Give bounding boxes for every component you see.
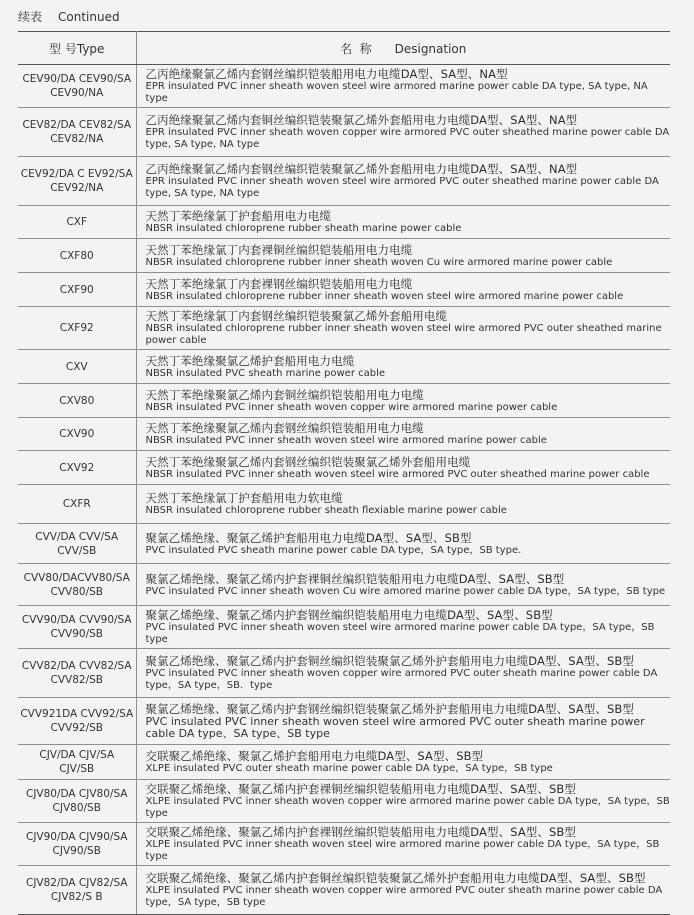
cable-type-cell — [18, 206, 136, 239]
designation-chinese: 交联聚乙烯绝缘、聚氯乙烯内护套裸钢丝编织铠装船用电力电缆DA型、SA型、SB型 — [145, 825, 576, 839]
cable-type-cell — [18, 350, 136, 384]
designation-cell — [136, 649, 670, 698]
column-header-type: 型 号Type — [18, 32, 136, 65]
table-row — [18, 206, 670, 239]
designation-english: XLPE insulated PVC inner sheath woven steel wire armored marine power cable DA type，SA type，SB type — [145, 839, 660, 862]
designation-chinese: 天然丁苯绝缘氯丁内套裸钢丝编织铠装船用电力电缆 — [145, 276, 413, 291]
designation-cell — [136, 273, 670, 307]
table-row — [18, 780, 670, 823]
cable-type-cell — [18, 823, 136, 866]
table-row — [18, 451, 670, 485]
designation-cell — [136, 65, 670, 108]
designation-english: NBSR insulated chloroprene rubber inner sheath woven steel wire armored marine power cable — [145, 290, 624, 302]
table-row — [18, 745, 670, 780]
designation-english: NBSR insulated PVC inner sheath woven steel wire armored PVC outer sheathed marine power cable — [145, 468, 650, 480]
cable-type-cell — [18, 65, 136, 108]
designation-english: NBSR insulated PVC inner sheath woven steel wire armored marine power cable — [145, 435, 547, 446]
designation-cell — [136, 780, 670, 823]
cable-type-cell — [18, 485, 136, 524]
cable-type-code: CEV90/DA CEV90/SA — [22, 73, 132, 85]
cable-type-code: CJV/SB — [59, 763, 95, 775]
designation-chinese: 聚氯乙烯绝缘、聚氯乙烯内护套裸铜丝编织铠装船用电力电缆DA型、SA型、SB型 — [145, 571, 565, 586]
cable-type-code: CXFR — [62, 498, 91, 510]
designation-cell — [136, 485, 670, 524]
designation-english: PVC insulated PVC inner sheath woven Cu wire amored marine power cable DA type，SA type，SB type — [145, 585, 666, 597]
table-row — [18, 384, 670, 418]
cable-type-code: CEV92/DA C EV92/SA — [20, 168, 133, 180]
designation-cell — [136, 350, 670, 384]
cable-type-code: CVV/DA CVV/SA — [35, 530, 119, 543]
cable-type-code: CXV90 — [59, 428, 95, 440]
designation-cell — [136, 451, 670, 485]
table-row — [18, 866, 670, 915]
cable-type-code: CXF80 — [59, 249, 94, 262]
designation-english: NBSR insulated PVC sheath marine power cable — [145, 367, 386, 379]
designation-chinese: 天然丁苯绝缘氯丁护套船用电力电缆 — [145, 209, 332, 223]
cable-type-cell — [18, 866, 136, 915]
cable-type-code: CJV80/SB — [52, 802, 101, 814]
cable-type-code: CJV82/DA CJV82/SA — [26, 877, 128, 889]
cable-type-code: CVV80/SB — [50, 585, 103, 598]
designation-cell — [136, 745, 670, 780]
designation-chinese: 聚氯乙烯绝缘、聚氯乙烯内护套钢丝编织铠装船用电力电缆DA型、SA型、SB型 — [145, 608, 553, 622]
cable-type-code: CJV90/SB — [52, 845, 101, 857]
cable-type-cell — [18, 745, 136, 780]
table-row — [18, 564, 670, 606]
designation-chinese: 聚氯乙烯绝缘、聚氯乙烯内护套铜丝编织铠装聚氯乙烯外护套船用电力电缆DA型、SA型、SB型 — [145, 654, 634, 668]
designation-chinese: 聚氯乙烯绝缘、聚氯乙烯内护套钢丝编织铠装聚氯乙烯外护套船用电力电缆DA型、SA型、SB型 — [145, 701, 634, 716]
cable-type-code: CXV — [65, 360, 88, 373]
cable-type-cell — [18, 451, 136, 485]
cable-type-code: CXF90 — [59, 283, 94, 296]
designation-chinese: 天然丁苯绝缘氯丁护套船用电力软电缆 — [145, 491, 343, 505]
cable-type-code: CJV80/DA CJV80/SA — [26, 788, 128, 800]
designation-chinese: 交联聚乙烯绝缘、聚氯乙烯内护套铜丝编织铠装聚氯乙烯外护套船用电力电缆DA型、SA型、SB型 — [145, 871, 646, 885]
designation-cell — [136, 564, 670, 606]
designation-english: NBSR insulated chloroprene rubber sheath marine power cable — [145, 223, 462, 234]
table-row — [18, 823, 670, 866]
cable-type-code: CVV82/DA CVV82/SA — [21, 660, 132, 672]
designation-english: EPR insulated PVC inner sheath woven steel wire armored PVC outer sheathed marine power cable DA type, SA type, NA type — [145, 176, 659, 199]
designation-english: PVC insulated PVC inner sheath woven steel wire armored marine power cable DA type，SA type，SB type — [145, 622, 655, 645]
designation-cell — [136, 698, 670, 745]
page-header — [18, 8, 120, 25]
designation-chinese: 交联聚乙烯绝缘、聚氯乙烯护套船用电力电缆DA型、SA型、SB型 — [145, 749, 484, 763]
cable-type-code: CVV92/SB — [50, 722, 103, 734]
designation-chinese: 天然丁苯绝缘聚氯乙烯护套船用电力电缆 — [145, 353, 355, 368]
cable-type-cell — [18, 698, 136, 745]
cable-type-code: CXV92 — [59, 461, 95, 474]
designation-chinese: 天然丁苯绝缘氯丁内套钢丝编织铠装聚氯乙烯外套船用电缆 — [145, 309, 448, 323]
cable-type-code: CXF — [66, 216, 88, 228]
cable-type-code: CJV/DA CJV/SA — [39, 749, 115, 761]
table-row — [18, 273, 670, 307]
table-row — [18, 157, 670, 206]
designation-english: PVC insulated PVC inner sheath woven steel wire armored PVC outer sheath marine power cable DA type、SA type、SB type — [145, 714, 645, 740]
cable-type-cell — [18, 606, 136, 649]
designation-english: PVC insulated PVC sheath marine power cable DA type，SA type，SB type. — [145, 544, 522, 556]
cable-type-code: CJV90/DA CJV90/SA — [26, 831, 128, 843]
cable-type-cell — [18, 524, 136, 564]
designation-chinese: 聚氯乙烯绝缘、聚氯乙烯护套船用电力电缆DA型、SA型、SB型 — [145, 530, 472, 545]
cable-type-cell — [18, 564, 136, 606]
designation-chinese: 乙丙绝缘聚氯乙烯内套钢丝编织铠装船用电力电缆DA型、SA型、NA型 — [145, 67, 508, 81]
cable-type-cell — [18, 108, 136, 157]
table-row — [18, 524, 670, 564]
designation-english: NBSR insulated chloroprene rubber inner sheath woven Cu wire armored marine power cable — [145, 256, 613, 268]
cable-type-cell — [18, 157, 136, 206]
table-row — [18, 350, 670, 384]
cable-type-code: CXV80 — [59, 394, 95, 407]
cable-type-cell — [18, 384, 136, 418]
table-row — [18, 698, 670, 745]
designation-english: NBSR insulated chloroprene rubber sheath flexiable marine power cable — [145, 505, 507, 516]
header-cn: 续表 — [18, 10, 43, 24]
cable-type-code: CVV90/SB — [50, 628, 103, 640]
table-row — [18, 108, 670, 157]
cable-type-cell — [18, 273, 136, 307]
designation-english: NBSR insulated chloroprene rubber inner sheath woven steel wire armored PVC outer sheathed marine power cable — [145, 323, 662, 346]
cable-type-code: CVV921DA CVV92/SA — [20, 708, 134, 720]
designation-english: NBSR insulated PVC inner sheath woven copper wire armored marine power cable — [145, 401, 558, 413]
cable-type-cell — [18, 418, 136, 451]
designation-cell — [136, 823, 670, 866]
table-row — [18, 65, 670, 108]
cable-type-cell — [18, 239, 136, 273]
designation-cell — [136, 866, 670, 915]
designation-cell — [136, 384, 670, 418]
cable-type-code: CEV90/NA — [50, 87, 104, 99]
designation-english: EPR insulated PVC inner sheath woven copper wire armored PVC outer sheathed marine power cable DA type, SA type, NA type — [145, 127, 670, 150]
cable-type-cell — [18, 649, 136, 698]
designation-chinese: 乙丙绝缘聚氯乙烯内套钢丝编织铠装聚氯乙烯外套船用电力电缆DA型、SA型、NA型 — [145, 162, 578, 176]
table-row — [18, 239, 670, 273]
designation-cell — [136, 606, 670, 649]
designation-cell — [136, 239, 670, 273]
table-row — [18, 418, 670, 451]
designation-english: EPR insulated PVC inner sheath woven steel wire armored marine power cable DA type, SA type, NA type — [145, 81, 648, 104]
table-row — [18, 307, 670, 350]
table-row — [18, 606, 670, 649]
cable-type-code: CXF92 — [59, 322, 94, 334]
designation-cell — [136, 206, 670, 239]
cable-type-code: CVV82/SB — [50, 674, 103, 686]
designation-chinese: 天然丁苯绝缘聚氯乙烯内套铜丝编织铠装船用电力电缆 — [145, 387, 424, 402]
table-row — [18, 649, 670, 698]
designation-english: XLPE insulated PVC inner sheath woven copper wire armored PVC outer sheath marine power cable DA type，SA type，SB type — [145, 885, 663, 908]
cable-type-code: CVV/SB — [57, 544, 97, 557]
table-header-row — [18, 32, 670, 65]
cable-designation-table — [18, 31, 670, 915]
cable-type-cell — [18, 307, 136, 350]
designation-chinese: 乙丙绝缘聚氯乙烯内套铜丝编织铠装聚氯乙烯外套船用电力电缆DA型、SA型、NA型 — [145, 113, 578, 127]
column-header-designation: 名 称 Designation — [136, 32, 670, 65]
table-row — [18, 485, 670, 524]
cable-type-code: CVV80/DACVV80/SA — [23, 571, 130, 584]
cable-type-code: CJV82/S B — [50, 891, 103, 903]
cable-type-cell — [18, 780, 136, 823]
designation-cell — [136, 418, 670, 451]
cable-type-code: CEV82/DA CEV82/SA — [22, 119, 132, 131]
cable-type-code: CEV82/NA — [50, 133, 104, 145]
designation-chinese: 天然丁苯绝缘聚氯乙烯内套钢丝编织铠装聚氯乙烯外套船用电缆 — [145, 454, 471, 469]
designation-cell — [136, 157, 670, 206]
designation-chinese: 天然丁苯绝缘氯丁内套裸铜丝编织铠装船用电力电缆 — [145, 242, 413, 257]
designation-cell — [136, 524, 670, 564]
designation-cell — [136, 307, 670, 350]
designation-cell — [136, 108, 670, 157]
cable-type-code: CVV90/DA CVV90/SA — [21, 614, 132, 626]
designation-english: PVC insulated PVC inner sheath woven copper wire armored PVC outer sheath marine power cable DA type，SA type，SB．type — [145, 668, 658, 691]
designation-chinese: 天然丁苯绝缘聚氯乙烯内套钢丝编织铠装船用电力电缆 — [145, 421, 424, 435]
cable-type-code: CEV92/NA — [50, 182, 104, 194]
designation-chinese: 交联聚乙烯绝缘、聚氯乙烯内护套裸铜丝编织铠装船用电力电缆DA型、SA型、SB型 — [145, 782, 576, 796]
header-en: Continued — [58, 10, 120, 24]
designation-english: XLPE insulated PVC outer sheath marine power cable DA type，SA type，SB type — [145, 763, 553, 774]
designation-english: XLPE insulated PVC inner sheath woven copper wire armored marine power cable DA type，SA type，SB type — [145, 796, 670, 819]
